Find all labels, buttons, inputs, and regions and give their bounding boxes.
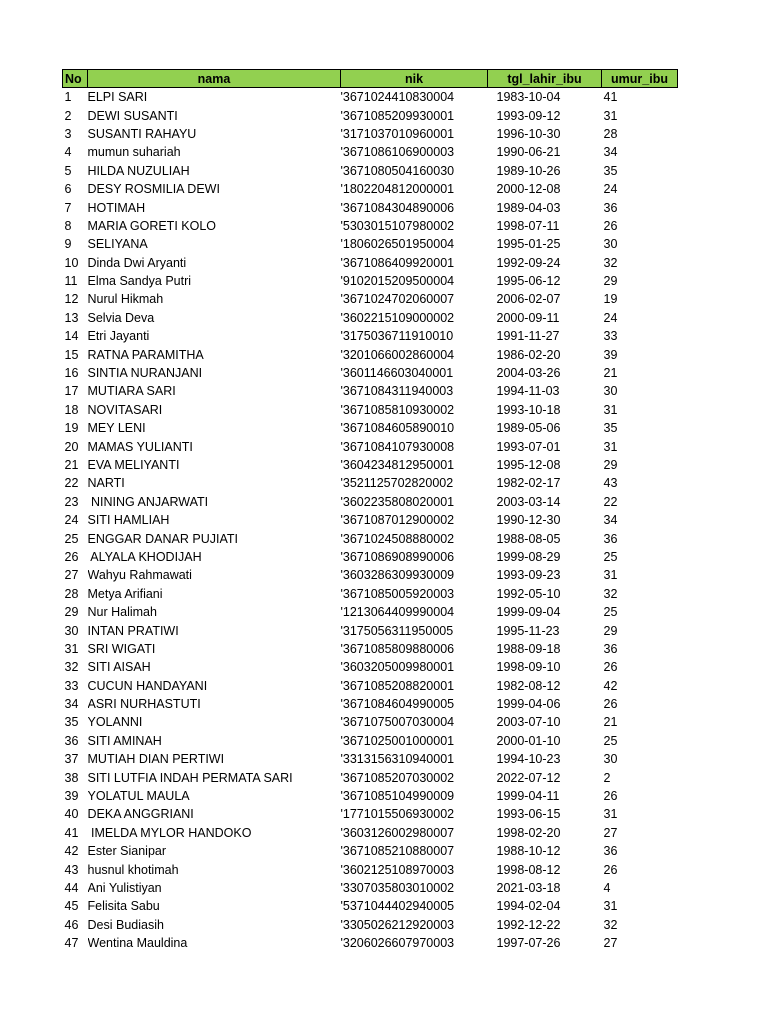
cell-umur-ibu[interactable]: 34 (603, 145, 618, 160)
cell-nama[interactable]: DEWI SUSANTI (87, 108, 178, 123)
table-row (63, 713, 678, 731)
table-row (63, 401, 678, 419)
header-no[interactable]: No (63, 70, 88, 88)
cell-nama[interactable]: MEY LENI (87, 421, 146, 436)
cell-tgl-lahir-ibu[interactable]: 1995-01-25 (496, 237, 561, 252)
cell-nik[interactable]: '3671084604990005 (340, 697, 455, 712)
cell-umur-ibu[interactable]: 31 (603, 899, 618, 914)
cell-nama[interactable]: NOVITASARI (87, 402, 163, 417)
table-row (63, 768, 678, 786)
cell-nama[interactable]: DESY ROSMILIA DEWI (87, 182, 220, 197)
cell-nik[interactable]: '3175036711910010 (340, 329, 454, 344)
cell-umur-ibu[interactable]: 30 (603, 237, 618, 252)
header-nama[interactable]: nama (88, 70, 341, 88)
cell-tgl-lahir-ibu[interactable]: 1998-09-10 (496, 660, 561, 675)
cell-nik[interactable]: '3671084311940003 (340, 384, 454, 399)
cell-nama[interactable]: CUCUN HANDAYANI (87, 678, 208, 693)
cell-no[interactable]: 26 (64, 549, 79, 564)
cell-umur-ibu[interactable]: 21 (603, 366, 618, 381)
cell-nama[interactable]: Metya Arifiani (87, 586, 163, 601)
cell-nama[interactable]: SINTIA NURANJANI (87, 366, 203, 381)
cell-nik[interactable]: '3671085005920003 (340, 586, 455, 601)
cell-tgl-lahir-ibu[interactable]: 1997-07-26 (496, 936, 561, 951)
cell-nik[interactable]: '3671086908990006 (340, 549, 455, 564)
cell-umur-ibu[interactable]: 32 (603, 255, 618, 270)
table-row (63, 88, 678, 107)
cell-no[interactable]: 25 (64, 531, 79, 546)
cell-umur-ibu[interactable]: 27 (603, 825, 618, 840)
cell-nik[interactable]: '3521125702820002 (340, 476, 454, 491)
cell-nik[interactable]: '3671086106900003 (340, 145, 455, 160)
cell-umur-ibu[interactable]: 27 (603, 936, 618, 951)
cell-umur-ibu[interactable]: 26 (603, 697, 618, 712)
cell-no[interactable]: 42 (64, 844, 79, 859)
cell-no[interactable]: 38 (64, 770, 79, 785)
table-row (63, 805, 678, 823)
cell-umur-ibu[interactable]: 4 (603, 880, 611, 895)
cell-umur-ibu[interactable]: 25 (603, 605, 618, 620)
cell-no[interactable]: 21 (64, 458, 79, 472)
cell-nik[interactable]: '3307035803010002 (340, 880, 455, 895)
cell-nama[interactable]: SITI AISAH (87, 660, 151, 675)
cell-umur-ibu[interactable]: 31 (603, 568, 618, 583)
cell-nama[interactable]: ELPI SARI (87, 90, 148, 105)
cell-tgl-lahir-ibu[interactable]: 1994-10-23 (496, 752, 561, 767)
cell-umur-ibu[interactable]: 43 (603, 476, 618, 491)
table-row (63, 585, 678, 603)
cell-tgl-lahir-ibu[interactable]: 1999-04-11 (496, 789, 560, 804)
table-row (63, 419, 678, 437)
cell-no[interactable]: 10 (64, 255, 79, 270)
cell-tgl-lahir-ibu[interactable]: 2000-09-11 (496, 310, 560, 325)
cell-no[interactable]: 45 (64, 899, 79, 914)
cell-tgl-lahir-ibu[interactable]: 2022-07-12 (496, 770, 561, 785)
cell-no[interactable]: 11 (64, 274, 78, 289)
cell-tgl-lahir-ibu[interactable]: 1990-12-30 (496, 513, 561, 528)
cell-nik[interactable]: '1213064409990004 (340, 605, 455, 620)
cell-no[interactable]: 6 (64, 182, 72, 197)
cell-umur-ibu[interactable]: 22 (603, 494, 618, 509)
table-row (63, 640, 678, 658)
cell-tgl-lahir-ibu[interactable]: 1992-05-10 (496, 586, 561, 601)
cell-nama[interactable]: NARTI (87, 476, 125, 491)
header-nik[interactable]: nik (341, 70, 488, 88)
cell-tgl-lahir-ibu[interactable]: 1992-12-22 (496, 917, 561, 932)
table-row (63, 621, 678, 639)
cell-nama[interactable]: MAMAS YULIANTI (87, 439, 193, 454)
table-row (63, 364, 678, 382)
cell-umur-ibu[interactable]: 35 (603, 421, 618, 436)
cell-nama[interactable]: SITI LUTFIA INDAH PERMATA SARI (87, 770, 293, 785)
cell-tgl-lahir-ibu[interactable]: 1988-10-12 (496, 844, 561, 859)
cell-nik[interactable]: '1806026501950004 (340, 237, 455, 252)
cell-nama[interactable]: ASRI NURHASTUTI (87, 697, 201, 712)
cell-umur-ibu[interactable]: 26 (603, 789, 618, 804)
cell-umur-ibu[interactable]: 29 (603, 458, 618, 472)
cell-tgl-lahir-ibu[interactable]: 1989-04-03 (496, 200, 561, 215)
data-table (62, 69, 678, 952)
cell-nik[interactable]: '3313156310940001 (340, 752, 455, 767)
cell-umur-ibu[interactable]: 33 (603, 329, 618, 344)
table-row (63, 879, 678, 897)
cell-umur-ibu[interactable]: 32 (603, 586, 618, 601)
cell-no[interactable]: 1 (64, 90, 72, 105)
cell-nama[interactable]: YOLANNI (87, 715, 143, 730)
cell-nama[interactable]: ENGGAR DANAR PUJIATI (87, 531, 238, 546)
cell-umur-ibu[interactable]: 21 (603, 715, 618, 730)
cell-no[interactable]: 43 (64, 862, 79, 877)
cell-tgl-lahir-ibu[interactable]: 1994-11-03 (496, 384, 560, 399)
table-row (63, 327, 678, 345)
cell-nik[interactable]: '3671085207030002 (340, 770, 455, 785)
cell-nama[interactable]: Dinda Dwi Aryanti (87, 255, 187, 270)
cell-nik[interactable]: '3671025001000001 (340, 733, 455, 748)
cell-no[interactable]: 27 (64, 568, 79, 583)
table-row (63, 217, 678, 235)
cell-nama[interactable]: SELIYANA (87, 237, 148, 252)
cell-no[interactable]: 8 (64, 218, 72, 233)
cell-nik[interactable]: '3603286309930009 (340, 568, 455, 583)
cell-tgl-lahir-ibu[interactable]: 1998-02-20 (496, 825, 561, 840)
cell-nik[interactable]: '3305026212920003 (340, 917, 455, 932)
cell-tgl-lahir-ibu[interactable]: 2003-03-14 (496, 494, 561, 509)
cell-tgl-lahir-ibu[interactable]: 1996-10-30 (496, 126, 561, 141)
table-row (63, 529, 678, 547)
cell-nik[interactable]: '3603205009980001 (340, 660, 455, 675)
cell-umur-ibu[interactable]: 32 (603, 917, 618, 932)
cell-nama[interactable]: Nur Halimah (87, 605, 157, 620)
cell-nama[interactable]: ALYALA KHODIJAH (87, 549, 202, 564)
table-row (63, 493, 678, 511)
table-row (63, 309, 678, 327)
cell-umur-ibu[interactable]: 25 (603, 733, 618, 748)
cell-nama[interactable]: MUTIAH DIAN PERTIWI (87, 752, 225, 767)
cell-umur-ibu[interactable]: 24 (603, 310, 618, 325)
cell-tgl-lahir-ibu[interactable]: 1982-08-12 (496, 678, 561, 693)
cell-umur-ibu[interactable]: 31 (603, 108, 618, 123)
cell-no[interactable]: 29 (64, 605, 79, 620)
cell-nama[interactable]: MARIA GORETI KOLO (87, 218, 216, 233)
cell-nik[interactable]: '3171037010960001 (340, 126, 455, 141)
cell-tgl-lahir-ibu[interactable]: 1993-10-18 (496, 402, 561, 417)
cell-tgl-lahir-ibu[interactable]: 1989-05-06 (496, 421, 561, 436)
table-row (63, 695, 678, 713)
table-row (63, 254, 678, 272)
cell-nik[interactable]: '3671024410830004 (340, 90, 455, 105)
header-umur-ibu[interactable]: umur_ibu (602, 70, 678, 88)
cell-umur-ibu[interactable]: 41 (603, 90, 618, 105)
cell-nik[interactable]: '1802204812000001 (340, 182, 455, 197)
header-tgl-lahir-ibu[interactable]: tgl_lahir_ibu (488, 70, 602, 88)
cell-umur-ibu[interactable]: 31 (603, 402, 618, 417)
cell-umur-ibu[interactable]: 39 (603, 347, 618, 362)
cell-tgl-lahir-ibu[interactable]: 1999-08-29 (496, 549, 561, 564)
cell-nik[interactable]: '1771015506930002 (340, 807, 455, 822)
cell-nama[interactable]: mumun suhariah (87, 145, 181, 160)
cell-nama[interactable]: Wahyu Rahmawati (87, 568, 192, 583)
cell-no[interactable]: 32 (64, 660, 79, 675)
cell-no[interactable]: 24 (64, 513, 79, 528)
cell-no[interactable]: 37 (64, 752, 79, 767)
cell-nama[interactable]: Elma Sandya Putri (87, 274, 192, 289)
cell-nama[interactable]: SITI HAMLIAH (87, 513, 170, 528)
cell-tgl-lahir-ibu[interactable]: 1993-09-12 (496, 108, 561, 123)
cell-no[interactable]: 7 (64, 200, 72, 215)
header-row (63, 70, 678, 88)
cell-nama[interactable]: Felisita Sabu (87, 899, 160, 914)
cell-tgl-lahir-ibu[interactable]: 1991-11-27 (496, 329, 560, 344)
cell-umur-ibu[interactable]: 26 (603, 660, 618, 675)
cell-nik[interactable]: '3671080504160030 (340, 163, 455, 178)
cell-nik[interactable]: '3602215109000002 (340, 310, 455, 325)
cell-umur-ibu[interactable]: 30 (603, 384, 618, 399)
cell-nama[interactable]: EVA MELIYANTI (87, 458, 180, 472)
cell-nama[interactable]: HOTIMAH (87, 200, 146, 215)
cell-tgl-lahir-ibu[interactable]: 1995-12-08 (496, 458, 561, 472)
cell-nik[interactable]: '3671084605890010 (340, 421, 455, 436)
table-row (63, 511, 678, 529)
table-row (63, 916, 678, 934)
cell-nama[interactable]: DEKA ANGGRIANI (87, 807, 194, 822)
cell-tgl-lahir-ibu[interactable]: 1988-09-18 (496, 641, 561, 656)
cell-nama[interactable]: INTAN PRATIWI (87, 623, 179, 638)
cell-umur-ibu[interactable]: 25 (603, 549, 618, 564)
cell-no[interactable]: 14 (64, 329, 79, 344)
cell-nama[interactable]: Desi Budiasih (87, 917, 164, 932)
cell-no[interactable]: 4 (64, 145, 72, 160)
cell-tgl-lahir-ibu[interactable]: 1999-09-04 (496, 605, 561, 620)
cell-tgl-lahir-ibu[interactable]: 1994-02-04 (496, 899, 561, 914)
cell-no[interactable]: 22 (64, 476, 79, 491)
cell-umur-ibu[interactable]: 19 (603, 292, 618, 307)
table-row (63, 787, 678, 805)
cell-nama[interactable]: RATNA PARAMITHA (87, 347, 204, 362)
cell-tgl-lahir-ibu[interactable]: 1998-07-11 (496, 218, 560, 233)
table-row (63, 842, 678, 860)
cell-tgl-lahir-ibu[interactable]: 1983-10-04 (496, 90, 561, 105)
cell-no[interactable]: 44 (64, 880, 79, 895)
cell-nama[interactable]: SITI AMINAH (87, 733, 162, 748)
cell-nama[interactable]: SRI WIGATI (87, 641, 156, 656)
table-row (63, 106, 678, 124)
cell-tgl-lahir-ibu[interactable]: 2000-12-08 (496, 182, 561, 197)
cell-tgl-lahir-ibu[interactable]: 1999-04-06 (496, 697, 561, 712)
spreadsheet (62, 69, 678, 952)
cell-no[interactable]: 34 (64, 697, 79, 712)
cell-no[interactable]: 5 (64, 163, 72, 178)
cell-nik[interactable]: '3671075007030004 (340, 715, 455, 730)
cell-tgl-lahir-ibu[interactable]: 2004-03-26 (496, 366, 561, 381)
table-row (63, 934, 678, 952)
table-row (63, 235, 678, 253)
cell-tgl-lahir-ibu[interactable]: 1990-06-21 (496, 145, 561, 160)
table-row (63, 143, 678, 161)
cell-tgl-lahir-ibu[interactable]: 2006-02-07 (496, 292, 561, 307)
cell-nik[interactable]: '3671087012900002 (340, 513, 455, 528)
cell-umur-ibu[interactable]: 29 (603, 274, 618, 289)
table-row (63, 658, 678, 676)
cell-nik[interactable]: '3201066002860004 (340, 347, 455, 362)
table-row (63, 603, 678, 621)
cell-tgl-lahir-ibu[interactable]: 1995-11-23 (496, 623, 560, 638)
cell-no[interactable]: 28 (64, 586, 79, 601)
cell-tgl-lahir-ibu[interactable]: 2021-03-18 (496, 880, 561, 895)
cell-no[interactable]: 31 (64, 641, 79, 656)
cell-nik[interactable]: '3671084107930008 (340, 439, 455, 454)
cell-no[interactable]: 35 (64, 715, 79, 730)
cell-umur-ibu[interactable]: 35 (603, 163, 618, 178)
cell-nik[interactable]: '3671085809880006 (340, 641, 455, 656)
table-row (63, 162, 678, 180)
table-row (63, 824, 678, 842)
table-row (63, 677, 678, 695)
cell-umur-ibu[interactable]: 31 (603, 439, 618, 454)
cell-nik[interactable]: '3671024508880002 (340, 531, 455, 546)
cell-tgl-lahir-ibu[interactable]: 1995-06-12 (496, 274, 561, 289)
cell-no[interactable]: 33 (64, 678, 79, 693)
cell-no[interactable]: 2 (64, 108, 72, 123)
cell-no[interactable]: 9 (64, 237, 72, 252)
table-row (63, 437, 678, 455)
cell-no[interactable]: 30 (64, 623, 79, 638)
cell-nik[interactable]: '3671085210880007 (340, 844, 455, 859)
cell-no[interactable]: 46 (64, 917, 79, 932)
table-row (63, 566, 678, 584)
table-row (63, 272, 678, 290)
cell-no[interactable]: 13 (64, 310, 79, 325)
cell-nama[interactable]: HILDA NUZULIAH (87, 163, 190, 178)
cell-tgl-lahir-ibu[interactable]: 2000-01-10 (496, 733, 561, 748)
cell-umur-ibu[interactable]: 36 (603, 531, 618, 546)
cell-umur-ibu[interactable]: 31 (603, 807, 618, 822)
cell-nik[interactable]: '3671085810930002 (340, 402, 455, 417)
cell-nik[interactable]: '3602235808020001 (340, 494, 455, 509)
cell-no[interactable]: 15 (64, 347, 79, 362)
cell-nik[interactable]: '3601146603040001 (340, 366, 454, 381)
cell-nama[interactable]: NINING ANJARWATI (87, 494, 209, 509)
cell-umur-ibu[interactable]: 42 (603, 678, 618, 693)
cell-umur-ibu[interactable]: 30 (603, 752, 618, 767)
cell-no[interactable]: 17 (64, 384, 79, 399)
cell-nik[interactable]: '3671086409920001 (340, 255, 455, 270)
cell-no[interactable]: 39 (64, 789, 79, 804)
cell-umur-ibu[interactable]: 24 (603, 182, 618, 197)
table-row (63, 860, 678, 878)
cell-nama[interactable]: MUTIARA SARI (87, 384, 176, 399)
cell-nama[interactable]: Selvia Deva (87, 310, 155, 325)
cell-no[interactable]: 3 (64, 126, 72, 141)
cell-umur-ibu[interactable]: 2 (603, 770, 611, 785)
cell-tgl-lahir-ibu[interactable]: 1993-09-23 (496, 568, 561, 583)
cell-umur-ibu[interactable]: 26 (603, 862, 618, 877)
cell-tgl-lahir-ibu[interactable]: 1982-02-17 (496, 476, 561, 491)
table-row (63, 732, 678, 750)
cell-no[interactable]: 47 (64, 936, 79, 951)
table-row (63, 198, 678, 216)
cell-umur-ibu[interactable]: 36 (603, 844, 618, 859)
cell-nama[interactable]: Ani Yulistiyan (87, 880, 162, 895)
cell-nik[interactable]: '3671024702060007 (340, 292, 455, 307)
cell-no[interactable]: 18 (64, 402, 79, 417)
cell-umur-ibu[interactable]: 29 (603, 623, 618, 638)
cell-nama[interactable]: Etri Jayanti (87, 329, 150, 344)
cell-umur-ibu[interactable]: 34 (603, 513, 618, 528)
cell-no[interactable]: 20 (64, 439, 79, 454)
cell-umur-ibu[interactable]: 36 (603, 200, 618, 215)
cell-no[interactable]: 36 (64, 733, 79, 748)
cell-nik[interactable]: '3671085209930001 (340, 108, 455, 123)
cell-nik[interactable]: '3602125108970003 (340, 862, 455, 877)
table-row (63, 290, 678, 308)
cell-no[interactable]: 19 (64, 421, 79, 436)
cell-nik[interactable]: '3671085104990009 (340, 789, 455, 804)
cell-nama[interactable]: YOLATUL MAULA (87, 789, 190, 804)
cell-nik[interactable]: '3175056311950005 (340, 623, 454, 638)
table-row (63, 474, 678, 492)
cell-no[interactable]: 23 (64, 494, 79, 509)
cell-nik[interactable]: '3604234812950001 (340, 458, 455, 472)
cell-nik[interactable]: '3603126002980007 (340, 825, 455, 840)
cell-umur-ibu[interactable]: 28 (603, 126, 618, 141)
table-row (63, 897, 678, 915)
table-row (63, 382, 678, 400)
table-body (63, 88, 678, 953)
cell-tgl-lahir-ibu[interactable]: 1989-10-26 (496, 163, 561, 178)
cell-tgl-lahir-ibu[interactable]: 1992-09-24 (496, 255, 561, 270)
table-row (63, 125, 678, 143)
table-row (63, 180, 678, 198)
cell-nik[interactable]: '9102015209500004 (340, 274, 455, 289)
cell-no[interactable]: 41 (64, 825, 79, 840)
cell-tgl-lahir-ibu[interactable]: 2003-07-10 (496, 715, 561, 730)
cell-no[interactable]: 12 (64, 292, 79, 307)
cell-umur-ibu[interactable]: 36 (603, 641, 618, 656)
cell-nama[interactable]: Nurul Hikmah (87, 292, 164, 307)
cell-nama[interactable]: Wentina Mauldina (87, 936, 188, 951)
cell-umur-ibu[interactable]: 26 (603, 218, 618, 233)
cell-tgl-lahir-ibu[interactable]: 1998-08-12 (496, 862, 561, 877)
cell-nama[interactable]: husnul khotimah (87, 862, 179, 877)
cell-tgl-lahir-ibu[interactable]: 1986-02-20 (496, 347, 561, 362)
table-row (63, 345, 678, 363)
cell-tgl-lahir-ibu[interactable]: 1988-08-05 (496, 531, 561, 546)
cell-nik[interactable]: '3206026607970003 (340, 936, 455, 951)
cell-nik[interactable]: '5371044402940005 (340, 899, 455, 914)
table-row (63, 750, 678, 768)
cell-nama[interactable]: Ester Sianipar (87, 844, 167, 859)
cell-nik[interactable]: '3671084304890006 (340, 200, 455, 215)
cell-no[interactable]: 16 (64, 366, 79, 381)
cell-nama[interactable]: SUSANTI RAHAYU (87, 126, 197, 141)
cell-tgl-lahir-ibu[interactable]: 1993-06-15 (496, 807, 561, 822)
cell-nama[interactable]: IMELDA MYLOR HANDOKO (87, 825, 252, 840)
table-row (63, 456, 678, 474)
cell-tgl-lahir-ibu[interactable]: 1993-07-01 (496, 439, 561, 454)
cell-nik[interactable]: '5303015107980002 (340, 218, 455, 233)
cell-nik[interactable]: '3671085208820001 (340, 678, 455, 693)
table-row (63, 548, 678, 566)
cell-no[interactable]: 40 (64, 807, 79, 822)
